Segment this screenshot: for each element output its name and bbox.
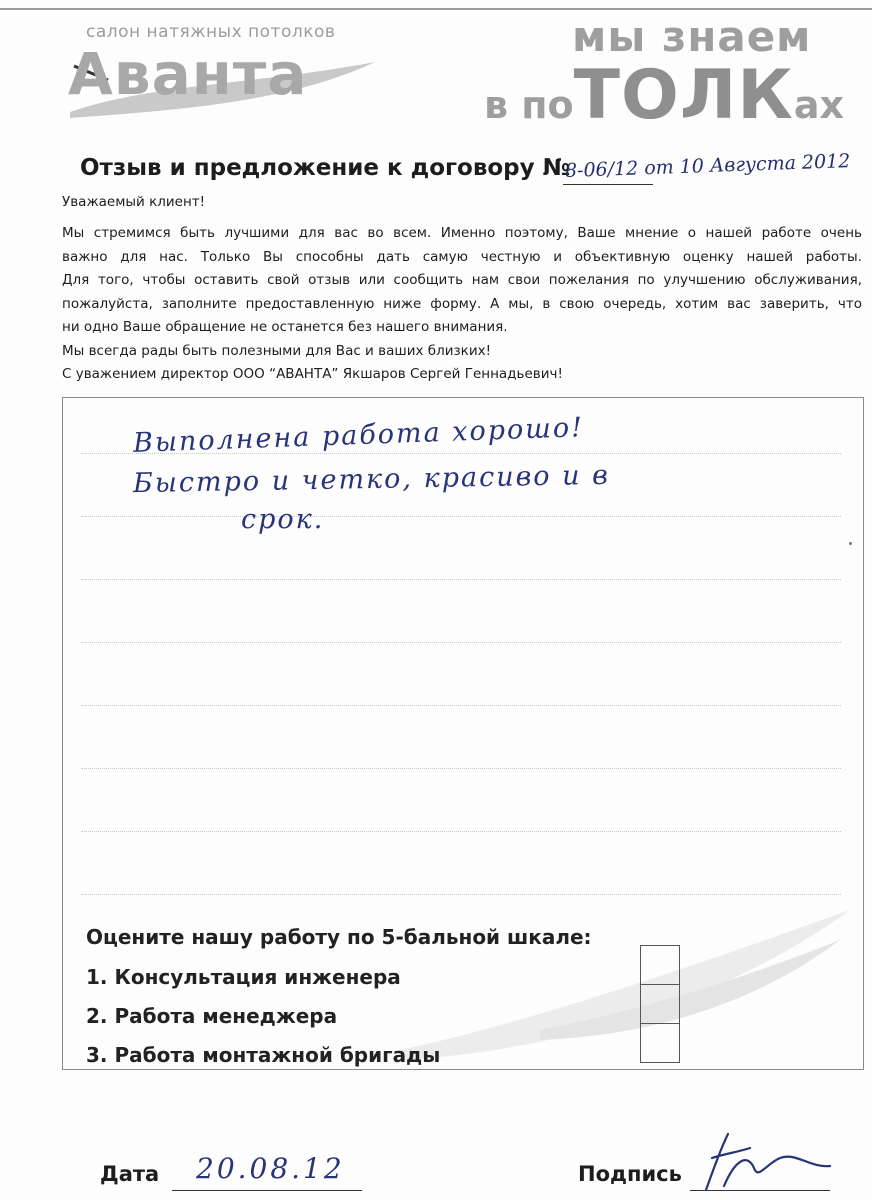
signature-mark-icon xyxy=(684,1128,834,1198)
avanta-logo xyxy=(60,14,380,124)
dotted-guide-line xyxy=(81,831,841,832)
intro-line: Мы всегда рады быть полезными для Вас и ваших близких! xyxy=(62,342,491,359)
intro-paragraph xyxy=(62,222,866,387)
date-label: Дата xyxy=(100,1162,160,1186)
dotted-guide-line xyxy=(81,579,841,580)
slogan-prefix: в по xyxy=(484,83,574,127)
slogan-line-1: мы знаем xyxy=(572,12,812,61)
logo-subtitle: салон натяжных потолков xyxy=(86,22,336,42)
rating-box-crew[interactable] xyxy=(640,1023,680,1063)
rating-item-manager: 2. Работа менеджера xyxy=(86,1004,338,1028)
date-rule xyxy=(172,1190,362,1191)
date-handwritten: 20.08.12 xyxy=(196,1152,345,1185)
dotted-guide-line xyxy=(81,705,841,706)
slogan-highlight: ТОЛК xyxy=(573,56,794,135)
rating-box-manager[interactable] xyxy=(640,984,680,1024)
logo-name: Аванта xyxy=(68,40,308,108)
intro-line: важно для нас. Только Вы способны дать самую честную и объективную оценку нашей работы. xyxy=(62,248,862,265)
slogan-suffix: ах xyxy=(793,83,845,127)
intro-line: Мы стремимся быть лучшими для вас во всем. Именно поэтому, Ваше мнение о нашей работе очень xyxy=(62,225,862,241)
dotted-guide-line xyxy=(81,516,841,517)
scan-speck xyxy=(849,542,852,545)
slogan xyxy=(480,10,860,135)
contract-number-handwritten: 8-06/12 от 10 Августа 2012 xyxy=(564,150,851,182)
rating-box-engineer[interactable] xyxy=(640,945,680,985)
dotted-guide-line xyxy=(81,768,841,769)
intro-line: пожалуйста, заполните предоставленную ниже форму. А мы, в свою очередь, хотим вас заверить, что xyxy=(62,295,862,312)
dotted-guide-line xyxy=(81,894,841,895)
handwritten-feedback-line: Выполнена работа хорошо! xyxy=(132,412,585,459)
rating-item-engineer: 1. Консультация инженера xyxy=(86,965,401,989)
rating-item-crew: 3. Работа монтажной бригады xyxy=(86,1043,441,1067)
intro-line: Для того, чтобы оставить свой отзыв или сообщить нам свои пожелания по улучшению обслуживания, xyxy=(62,272,862,288)
signature-label: Подпись xyxy=(578,1162,682,1186)
rating-title: Оцените нашу работу по 5-бальной шкале: xyxy=(86,925,592,949)
handwritten-feedback-line: Быстро и четко, красиво и в xyxy=(132,459,611,500)
intro-line: ни одно Ваше обращение не останется без нашего внимания. xyxy=(62,319,508,335)
greeting: Уважаемый клиент! xyxy=(62,194,206,210)
dotted-guide-line xyxy=(81,642,841,643)
form-title: Отзыв и предложение к договору № xyxy=(80,155,571,181)
intro-line: С уважением директор ООО “АВАНТА” Якшаров Сергей Геннадьевич! xyxy=(62,366,563,382)
slogan-line-2 xyxy=(484,56,844,135)
contract-number-rule xyxy=(563,184,653,185)
handwritten-feedback-line: срок. xyxy=(241,504,325,535)
